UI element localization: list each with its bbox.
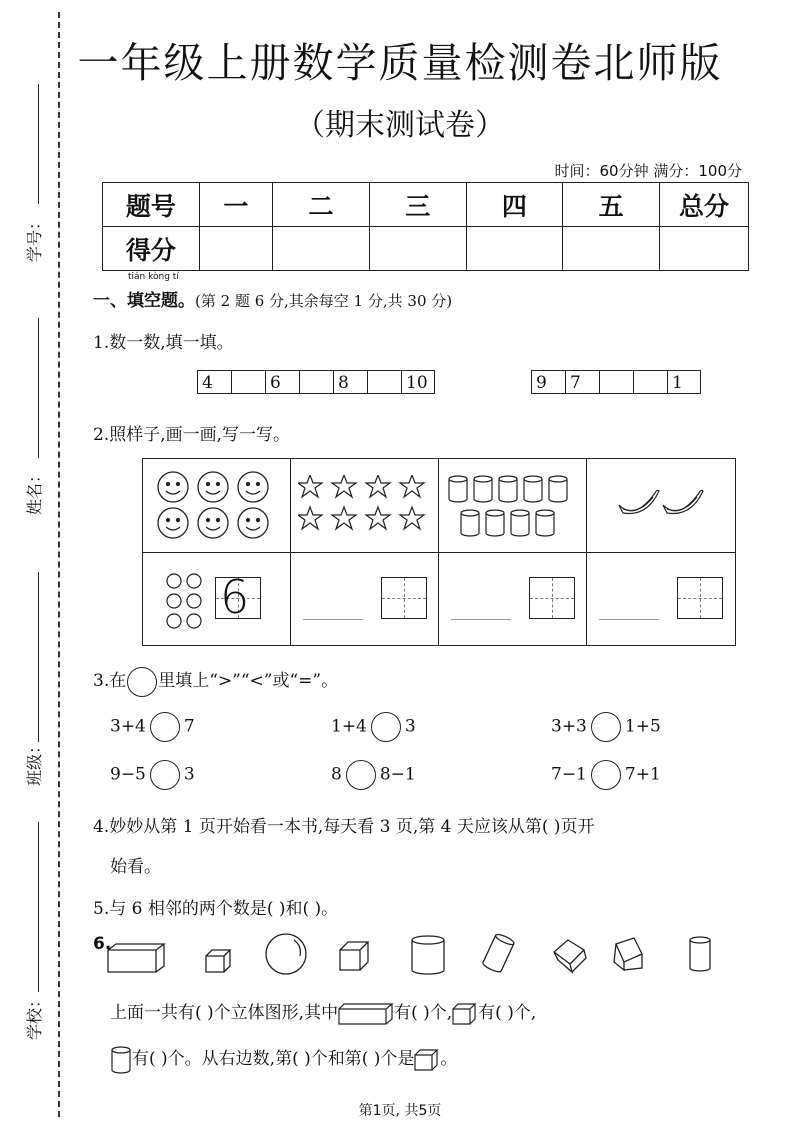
- compare-item: [110, 760, 195, 790]
- score-cell: 题号: [103, 183, 200, 227]
- score-cell: 四: [466, 183, 563, 227]
- score-table-header-row: [103, 183, 749, 227]
- time-info: 时间：60分钟 满分：100分: [554, 162, 742, 180]
- score-input-cell[interactable]: [199, 227, 272, 271]
- q4-line1: 4.妙妙从第 1 页开始看一本书,每天看 3 页,第 4 天应该从第( )页开: [93, 817, 595, 837]
- compare-right: 1+5: [624, 716, 661, 737]
- page-title: 一年级上册数学质量检测卷北师版: [77, 39, 723, 87]
- writing-box[interactable]: [677, 577, 723, 619]
- q1-text: 1.数一数,填一填。: [93, 333, 234, 353]
- q3-text: [93, 666, 338, 697]
- score-table: [102, 182, 749, 271]
- seq-cell[interactable]: [633, 370, 667, 394]
- drawing-line[interactable]: [599, 619, 659, 620]
- compare-left: 3+4: [110, 716, 146, 737]
- seq-cell[interactable]: [231, 370, 265, 394]
- compare-right: 7: [183, 716, 195, 737]
- compare-circle[interactable]: [371, 712, 401, 742]
- smiley-faces-icon: [155, 469, 275, 541]
- compare-right: 8−1: [379, 764, 416, 785]
- name-rule: [38, 318, 39, 458]
- score-input-cell[interactable]: [563, 227, 660, 271]
- score-input-cell[interactable]: [273, 227, 370, 271]
- section-heading-line: [93, 286, 452, 311]
- compare-item: [110, 712, 195, 742]
- compare-left: 1+4: [331, 716, 367, 737]
- grid-divider: [143, 552, 735, 553]
- cuboid-icon: [338, 1002, 394, 1026]
- cube-icon: [414, 1048, 440, 1072]
- seq-cell: 7: [565, 370, 599, 394]
- sample-writing-box: [215, 570, 261, 624]
- compare-right: 3: [404, 716, 416, 737]
- compare-item: [331, 760, 416, 790]
- cylinder-icon: [110, 1045, 132, 1075]
- compare-circle[interactable]: [346, 760, 376, 790]
- compare-circle[interactable]: [150, 760, 180, 790]
- q6-line1-b: 有( )个,: [394, 1003, 453, 1023]
- name-label: 姓名：: [25, 466, 44, 515]
- q6-line1-c: 有( )个,: [478, 1003, 537, 1023]
- score-row-label: 得分: [103, 227, 200, 271]
- section-pinyin: tián kòng tí: [128, 272, 179, 282]
- writing-box[interactable]: [529, 577, 575, 619]
- q1-sequence-1: [197, 370, 435, 394]
- score-cell: 五: [563, 183, 660, 227]
- student-no-label: 学号：: [25, 213, 44, 262]
- page-footer: 第1页, 共5页: [358, 1103, 442, 1119]
- q6-line1: [110, 998, 536, 1026]
- compare-left: 3+3: [551, 716, 587, 737]
- class-label: 班级：: [25, 737, 44, 786]
- score-cell: 一: [199, 183, 272, 227]
- seq-cell: 4: [197, 370, 231, 394]
- compare-right: 7+1: [624, 764, 661, 785]
- section-heading: 一、填空题。: [93, 291, 195, 311]
- compare-left: 8: [331, 764, 342, 785]
- q6-line2: [110, 1044, 457, 1075]
- compare-circle-icon: [127, 667, 157, 697]
- q6-line2-a: 有( )个。从右边数,第( )个和第( )个是: [132, 1049, 415, 1069]
- seq-cell: 6: [265, 370, 299, 394]
- q3-text-before: 3.在: [93, 671, 127, 691]
- bananas-icon: [617, 487, 707, 527]
- q5-text: 5.与 6 相邻的两个数是( )和( )。: [93, 899, 339, 919]
- drawing-line[interactable]: [303, 619, 363, 620]
- stars-icon: [298, 475, 438, 535]
- school-rule: [38, 822, 39, 992]
- school-label: 学校：: [25, 991, 44, 1040]
- page-subtitle: （期末测试卷）: [295, 108, 505, 143]
- compare-item: [551, 760, 661, 790]
- q6-line2-b: 。: [440, 1049, 458, 1069]
- q3-text-after: 里填上“>”“<”或“=”。: [158, 671, 339, 691]
- compare-left: 9−5: [110, 764, 146, 785]
- score-cell: 三: [369, 183, 466, 227]
- cylinders-icon: [447, 473, 587, 543]
- drawing-line[interactable]: [451, 619, 511, 620]
- score-cell: 总分: [659, 183, 748, 227]
- circles-icon: [165, 573, 209, 635]
- score-table-score-row: [103, 227, 749, 271]
- compare-circle[interactable]: [591, 760, 621, 790]
- sample-digit: 6: [220, 570, 250, 624]
- q2-text: 2.照样子,画一画,写一写。: [93, 425, 291, 445]
- seq-cell[interactable]: [599, 370, 633, 394]
- binding-dashed-line: [58, 12, 60, 1117]
- writing-box[interactable]: [381, 577, 427, 619]
- score-input-cell[interactable]: [369, 227, 466, 271]
- compare-left: 7−1: [551, 764, 587, 785]
- compare-circle[interactable]: [591, 712, 621, 742]
- compare-right: 3: [183, 764, 195, 785]
- q1-sequence-2: [531, 370, 701, 394]
- compare-item: [331, 712, 416, 742]
- score-input-cell[interactable]: [659, 227, 748, 271]
- seq-cell: 10: [401, 370, 435, 394]
- cube-icon: [452, 1002, 478, 1026]
- section-note: (第 2 题 6 分,其余每空 1 分,共 30 分): [195, 292, 453, 310]
- seq-cell: 8: [333, 370, 367, 394]
- score-cell: 二: [273, 183, 370, 227]
- q6-label: 6.: [93, 934, 112, 954]
- seq-cell: 1: [667, 370, 701, 394]
- q6-line1-a: 上面一共有( )个立体图形,其中: [110, 1003, 339, 1023]
- compare-circle[interactable]: [150, 712, 180, 742]
- score-input-cell[interactable]: [466, 227, 563, 271]
- q2-grid: [142, 458, 736, 646]
- solid-shapes-icon: [106, 930, 726, 980]
- class-rule: [38, 572, 39, 742]
- q4-line2: 始看。: [110, 857, 161, 877]
- seq-cell[interactable]: [367, 370, 401, 394]
- seq-cell: 9: [531, 370, 565, 394]
- seq-cell[interactable]: [299, 370, 333, 394]
- compare-item: [551, 712, 661, 742]
